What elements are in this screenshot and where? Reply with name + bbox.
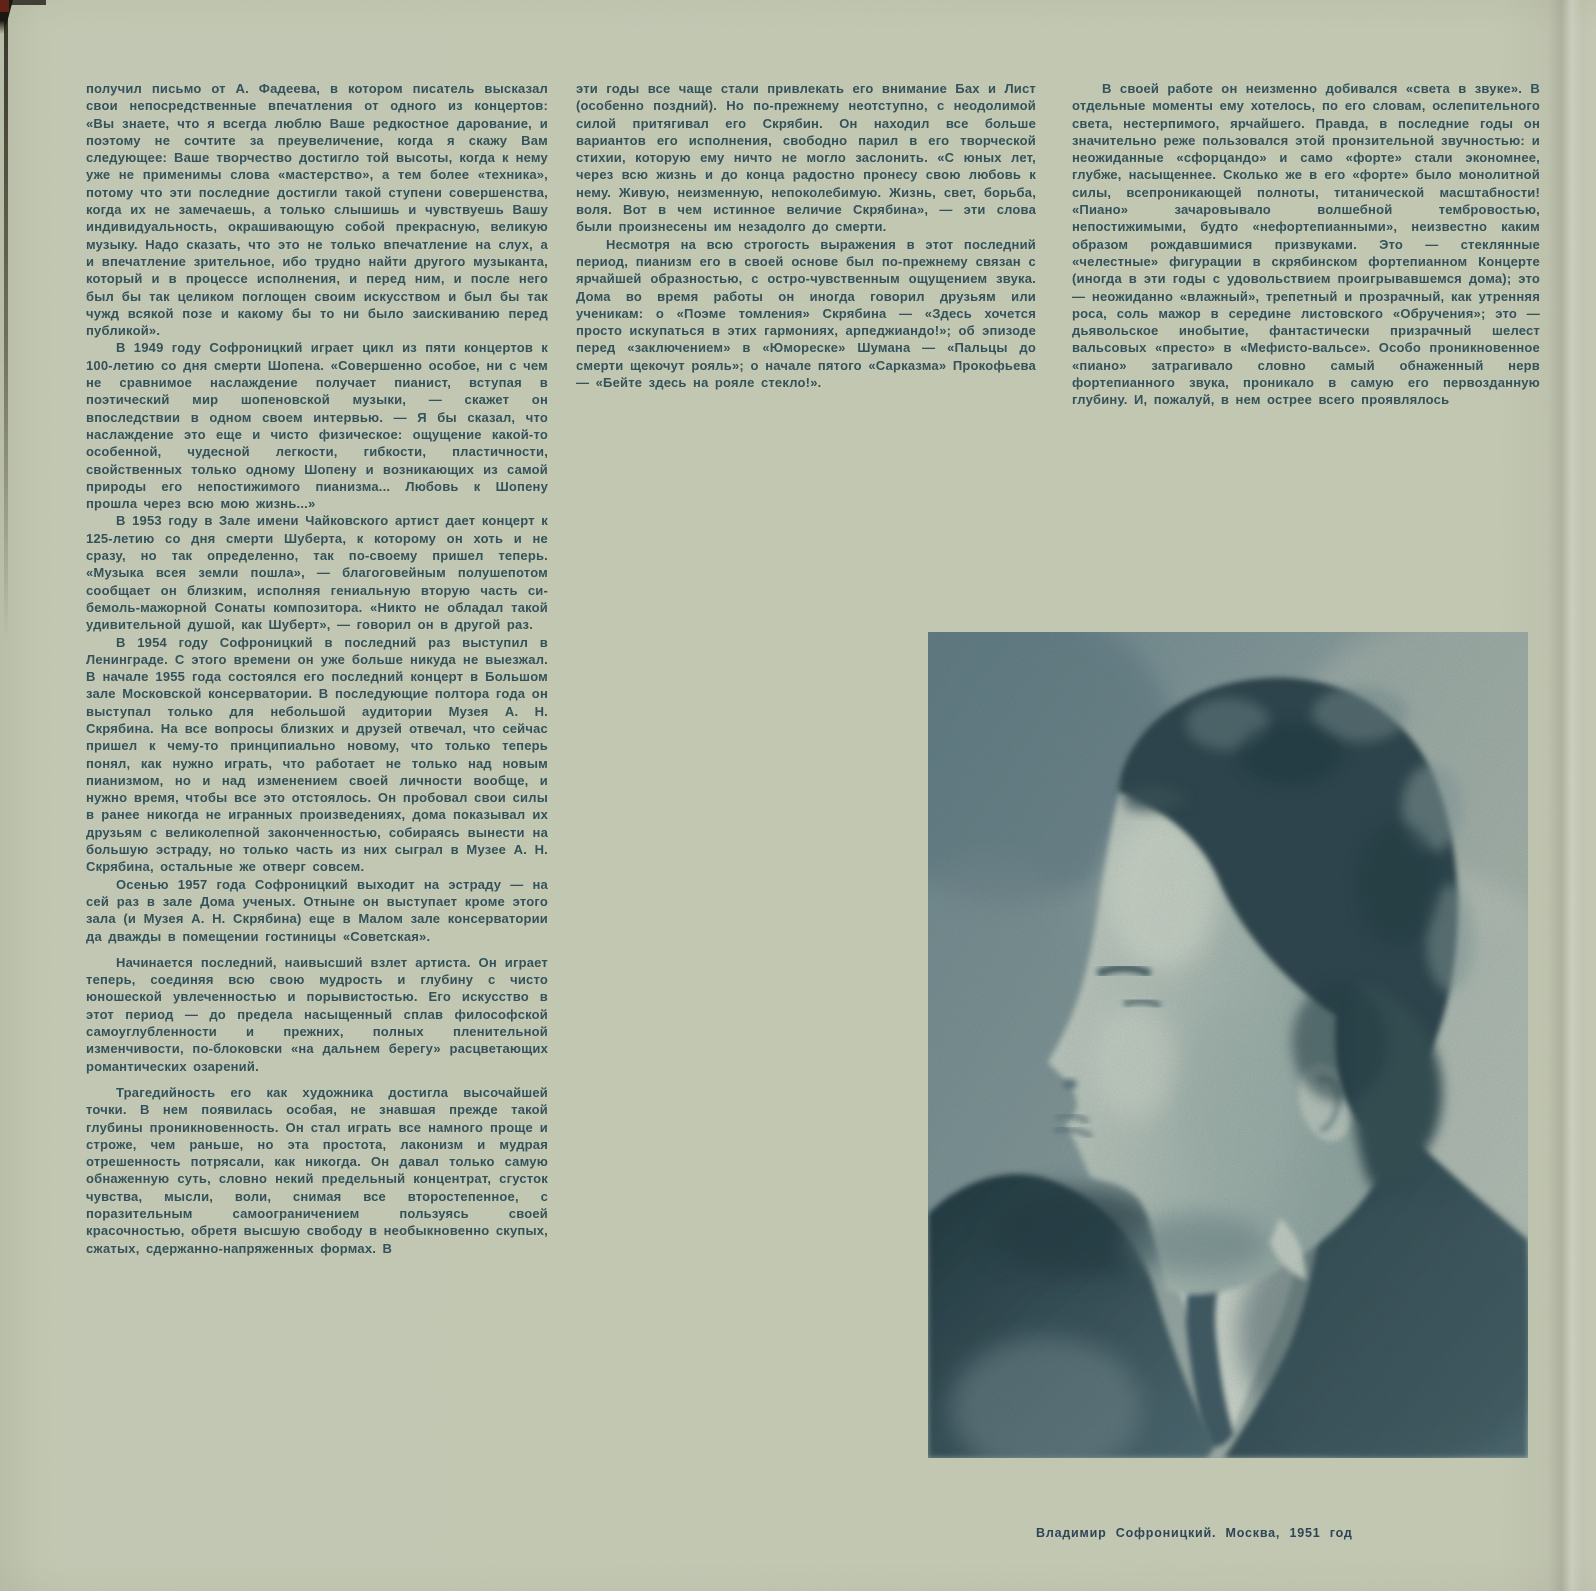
paragraph: получил письмо от А. Фадеева, в котором писатель высказал свои непосредственные впечатления от одного из концертов: «Вы знаете, что я всегда люблю Ваше редкостное дарование, и поэтому не сочтите за преувеличение, когда я скажу Вам следующее: Ваше творчество достигло той высоты, когда к нему уже не применимы слова «мастерство», а тем более «техника», потому что эти последние достигли такой ступени совершенства, когда их не замечаешь, а только слышишь и чувствуешь Вашу индивидуальность, окрашивающую собой прекрасную, великую музыку. Надо сказать, что это не только впечатление на слух, а и впечатление зрительное, ибо трудно найти другого музыканта, который и в процессе исполнения, и перед ним, и после него был бы так целиком поглощен своим искусством и был бы так чужд всякой позе и какому бы то ни было заискиванию перед публикой». — [86, 81, 548, 339]
corner-red-mark — [0, 0, 9, 12]
paragraph: В 1953 году в Зале имени Чайковского артист дает концерт к 125-летию со дня смерти Шуберта, к которому он хоть и не сразу, но так определенно, так по-своему пришел теперь. «Музыка всея земли пошла», — благоговейным полушепотом сообщает он близким, исполняя гениальную вторую часть си-бемоль-мажорной Сонаты композитора. «Никто не обладал такой удивительной душой, как Шуберт», — говорил он в другой раз. — [86, 513, 548, 633]
photo-caption: Владимир Софроницкий. Москва, 1951 год — [1036, 1526, 1353, 1540]
paragraph: В 1954 году Софроницкий в последний раз выступил в Ленинграде. С этого времени он уже больше никуда не выезжал. В начале 1955 года состоялся его последний концерт в Большом зале Московской консерватории. В последующие полтора года он выступал только для небольшой аудитории Музея А. Н. Скрябина. На все вопросы близких и друзей отвечал, что сейчас пришел к чему-то принципиально новому, что только теперь понял, как нужно играть, что работает не только над новым пианизмом, но и над изменением своей личности вообще, и нужно время, чтобы все это отстоялось. Он пробовал свои силы в ранее никогда не игранных произведениях, дома показывал их друзьям с великолепной законченностью, собираясь вынести на большую эстраду, но только часть из них сыграл в Музее А. Н. Скрябина, остальные же отверг совсем. — [86, 634, 548, 875]
text-column-right — [1072, 80, 1540, 409]
portrait-photo — [928, 632, 1528, 1458]
portrait-photo-illustration — [928, 632, 1528, 1458]
paragraph: Трагедийность его как художника достигла высочайшей точки. В нем появилась особая, не знавшая прежде такой глубины проникновенность. Он стал играть все намного проще и строже, чем раньше, но эта простота, лаконизм и мудрая отрешенность потрясали, как никогда. Он давал только самую обнаженную суть, словно некий предельный концентрат, сгусток чувства, мысли, воли, снимая все второстепенное, с поразительным самоограничением пользуясь своей красочностью, обретя высшую свободу в необыкновенно скупых, сжатых, сдержанно-напряженных формах. В — [86, 1084, 548, 1256]
text-column-middle — [576, 80, 1036, 391]
right-edge-crease — [1548, 0, 1582, 1591]
paragraph: Начинается последний, наивысший взлет артиста. Он играет теперь, соединяя всю свою мудрость и глубину с чисто юношеской увлеченностью и порывистостью. Его искусство в этот период — до предела насыщенный сплав философской самоуглубленности и прежних, полных пленительной изменчивости, по-блоковски «на дальнем берегу» расцветающих романтических озарений. — [86, 954, 548, 1074]
left-edge-fold-line — [4, 0, 8, 640]
paragraph: эти годы все чаще стали привлекать его внимание Бах и Лист (особенно поздний). Но по-прежнему неотступно, с неодолимой силой притягивал его Скрябин. Он находил все больше вариантов его исполнения, свободно парил в его творческой стихии, которую ему ничто не могло заслонить. «С юных лет, через всю жизнь и до конца радостно пронесу свою любовь к нему. Живую, неизменную, непоколебимую. Жизнь, свет, борьба, воля. Вот в чем истинное величие Скрябина», — эти слова были произнесены им незадолго до смерти. — [576, 81, 1036, 235]
paragraph: В своей работе он неизменно добивался «света в звуке». В отдельные моменты ему хотелось, по его словам, ослепительного света, нестерпимого, ярчайшего. Правда, в последние годы он значительно реже пользовался этой пронзительной звучностью: и неожиданные «сфорцандо» и само «форте» стали экономнее, глубже, насыщеннее. Сколько же в его «форте» было монолитной силы, всепроникающей полноты, титанической масштабности! «Пиано» зачаровывало волшебной тембровостью, непостижимыми, будто «нефортепианными», неизвестно каким образом рождавшимися призвуками. Это — стеклянные «челестные» фигурации в скрябинском фортепианном Концерте (иногда в эти годы с удовольствием проигрывавшемся дома); это — неожиданно «влажный», трепетный и прозрачный, как утренняя роса, соль мажор в середине листовского «Обручения»; это — дьявольское инобытие, фантастически призрачный шелест вальсовых «престо» в «Мефисто-вальсе». Особо проникновенное «пиано» затрагивало словно самый обнаженный нерв фортепианного звука, проникало в самую его первозданную глубину. И, пожалуй, в нем острее всего проявлялось — [1072, 81, 1540, 408]
text-column-left — [86, 80, 548, 1257]
paragraph: В 1949 году Софроницкий играет цикл из пяти концертов к 100-летию со дня смерти Шопена. «Совершенно особое, ни с чем не сравнимое наслаждение получает пианист, вступая в поэтический мир шопеновской музыки, — скажет он впоследствии в одном своем интервью. — Я бы сказал, что наслаждение это еще и чисто физическое: ощущение какой-то особенной, чудесной легкости, гибкости, пластичности, свойственных только одному Шопену и возникающих из самой природы его непостижимого пианизма... Любовь к Шопену прошла через всю мою жизнь...» — [86, 340, 548, 512]
paragraph: Несмотря на всю строгость выражения в этот последний период, пианизм его в своей основе был по-прежнему связан с ярчайшей образностью, с остро-чувственным ощущением звука. Дома во время работы он иногда говорил друзьям или ученикам: о «Поэме томления» Скрябина — «Здесь хочется просто искупаться в этих гармониях, арпеджиандо!»; об эпизоде перед «заключением» в «Юмореске» Шумана — «Пальцы до смерти щекочут рояль»; о начале пятого «Сарказма» Прокофьева — «Бейте здесь на рояле стекло!». — [576, 236, 1036, 391]
paragraph: Осенью 1957 года Софроницкий выходит на эстраду — на сей раз в зале Дома ученых. Отныне он выступает кроме этого зала (и Музея А. Н. Скрябина) еще в Малом зале консерватории да дважды в помещении гостиницы «Советская». — [86, 876, 548, 944]
